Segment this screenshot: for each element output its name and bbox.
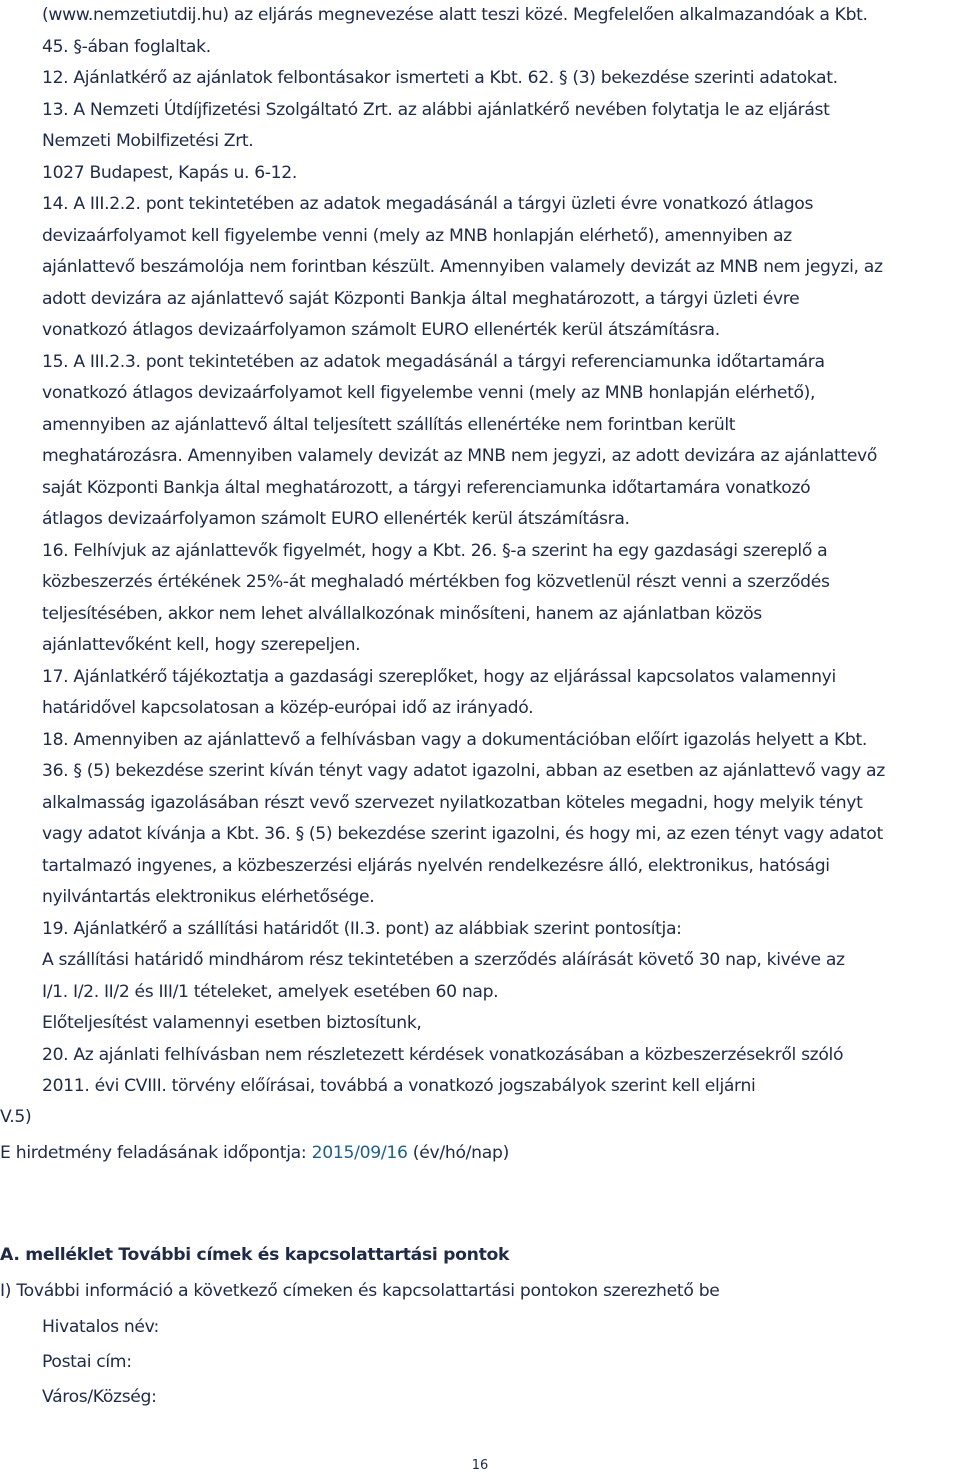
dispatch-suffix: (év/hó/nap) [407, 1143, 509, 1163]
text-line: tartalmazó ingyenes, a közbeszerzési eljárás nyelvén rendelkezésre álló, elektronikus, hatósági [42, 855, 830, 876]
text-line: 2011. évi CVIII. törvény előírásai, továbbá a vonatkozó jogszabályok szerint kell eljárni [42, 1076, 756, 1096]
text-line: 45. §-ában foglaltak. [42, 36, 211, 57]
text-line: saját Központi Bankja által meghatározott, a tárgyi referenciamunka időtartamára vonatkozó [42, 477, 811, 498]
text-line: vonatkozó átlagos devizaárfolyamot kell figyelembe venni (mely az MNB honlapján elérhető), [42, 383, 816, 403]
text-line: 17. Ajánlatkérő tájékoztatja a gazdasági szereplőket, hogy az eljárással kapcsolatos valamennyi [42, 666, 836, 687]
text-line: átlagos devizaárfolyamon számolt EURO ellenérték kerül átszámításra. [42, 509, 630, 529]
text-line: 16. Felhívjuk az ajánlattevők figyelmét, hogy a Kbt. 26. §-a szerint ha egy gazdasági szereplő a [42, 540, 828, 561]
text-line: A szállítási határidő mindhárom rész tekintetében a szerződés aláírását követő 30 nap, kivéve az [42, 950, 845, 970]
text-line: határidővel kapcsolatosan a közép-európai idő az irányadó. [42, 698, 534, 718]
text-line: 18. Amennyiben az ajánlattevő a felhívásban vagy a dokumentációban előírt igazolás helyett a Kbt. [42, 729, 867, 750]
text-line: I/1. I/2. II/2 és III/1 tételeket, amelyek esetében 60 nap. [42, 981, 499, 1002]
text-line: 1027 Budapest, Kapás u. 6-12. [42, 162, 297, 183]
text-line: (www.nemzetiutdij.hu) az eljárás megnevezése alatt teszi közé. Megfelelően alkalmazandóak a Kbt. [42, 5, 868, 25]
page-number: 16 [471, 1458, 489, 1473]
text-line: közbeszerzés értékének 25%-át meghaladó mértékben fog közvetlenül részt venni a szerződés [42, 572, 830, 592]
text-line: vonatkozó átlagos devizaárfolyamon számolt EURO ellenérték kerül átszámításra. [42, 320, 720, 340]
text-line: ajánlattevő beszámolója nem forintban készült. Amennyiben valamely devizát az MNB nem jegyzi, az [42, 257, 883, 277]
text-line: 13. A Nemzeti Útdíjfizetési Szolgáltató Zrt. az alábbi ajánlatkérő nevében folytatja le az eljárást [42, 99, 830, 120]
dispatch-date-line [0, 1143, 509, 1163]
annex-field-official-name: Hivatalos név: [42, 1317, 159, 1337]
annex-intro: I) További információ a következő címeken és kapcsolattartási pontokon szerezhető be [0, 1281, 720, 1301]
text-line: 15. A III.2.3. pont tekintetében az adatok megadásánál a tárgyi referenciamunka időtartamára [42, 351, 825, 372]
text-line: nyilvántartás elektronikus elérhetősége. [42, 887, 375, 907]
annex-title: A. melléklet További címek és kapcsolattartási pontok [0, 1245, 510, 1265]
text-line: teljesítésében, akkor nem lehet alvállalkozónak minősíteni, hanem az ajánlatban közös [42, 603, 762, 624]
text-line: adott devizára az ajánlattevő saját Központi Bankja által meghatározott, a tárgyi üzleti évre [42, 288, 800, 309]
text-line: alkalmasság igazolásában részt vevő szervezet nyilatkozatban köteles megadni, hogy melyik tényt [42, 792, 863, 813]
text-line: Nemzeti Mobilfizetési Zrt. [42, 131, 254, 151]
text-line: vagy adatot kívánja a Kbt. 36. § (5) bekezdése szerint igazolni, és hogy mi, az ezen tényt vagy adatot [42, 824, 883, 844]
body-text [42, 0, 954, 1103]
dispatch-label: E hirdetmény feladásának időpontja: [0, 1143, 312, 1163]
dispatch-date: 2015/09/16 [311, 1143, 408, 1163]
text-line: 19. Ajánlatkérő a szállítási határidőt (II.3. pont) az alábbiak szerint pontosítja: [42, 918, 682, 939]
text-line: ajánlattevőként kell, hogy szerepeljen. [42, 635, 361, 655]
text-line: 12. Ajánlatkérő az ajánlatok felbontásakor ismerteti a Kbt. 62. § (3) bekezdése szerinti adatokat. [42, 68, 838, 88]
text-line: meghatározásra. Amennyiben valamely devizát az MNB nem jegyzi, az adott devizára az ajánlattevő [42, 446, 878, 466]
text-line: devizaárfolyamot kell figyelembe venni (mely az MNB honlapján elérhető), amennyiben az [42, 225, 792, 246]
section-label: V.5) [0, 1107, 32, 1127]
text-line: Előteljesítést valamennyi esetben biztosítunk, [42, 1013, 422, 1033]
text-line: 20. Az ajánlati felhívásban nem részletezett kérdések vonatkozásában a közbeszerzésekről szóló [42, 1044, 844, 1065]
text-line: amennyiben az ajánlattevő által teljesített szállítás ellenértéke nem forintban került [42, 414, 736, 435]
annex-field-city: Város/Község: [42, 1387, 157, 1407]
annex-field-postal-address: Postai cím: [42, 1352, 132, 1372]
text-line: 36. § (5) bekezdése szerint kíván tényt vagy adatot igazolni, abban az esetben az ajánlattevő vagy az [42, 761, 885, 781]
text-line: 14. A III.2.2. pont tekintetében az adatok megadásánál a tárgyi üzleti évre vonatkozó átlagos [42, 194, 814, 214]
annex-fields [42, 1310, 954, 1415]
